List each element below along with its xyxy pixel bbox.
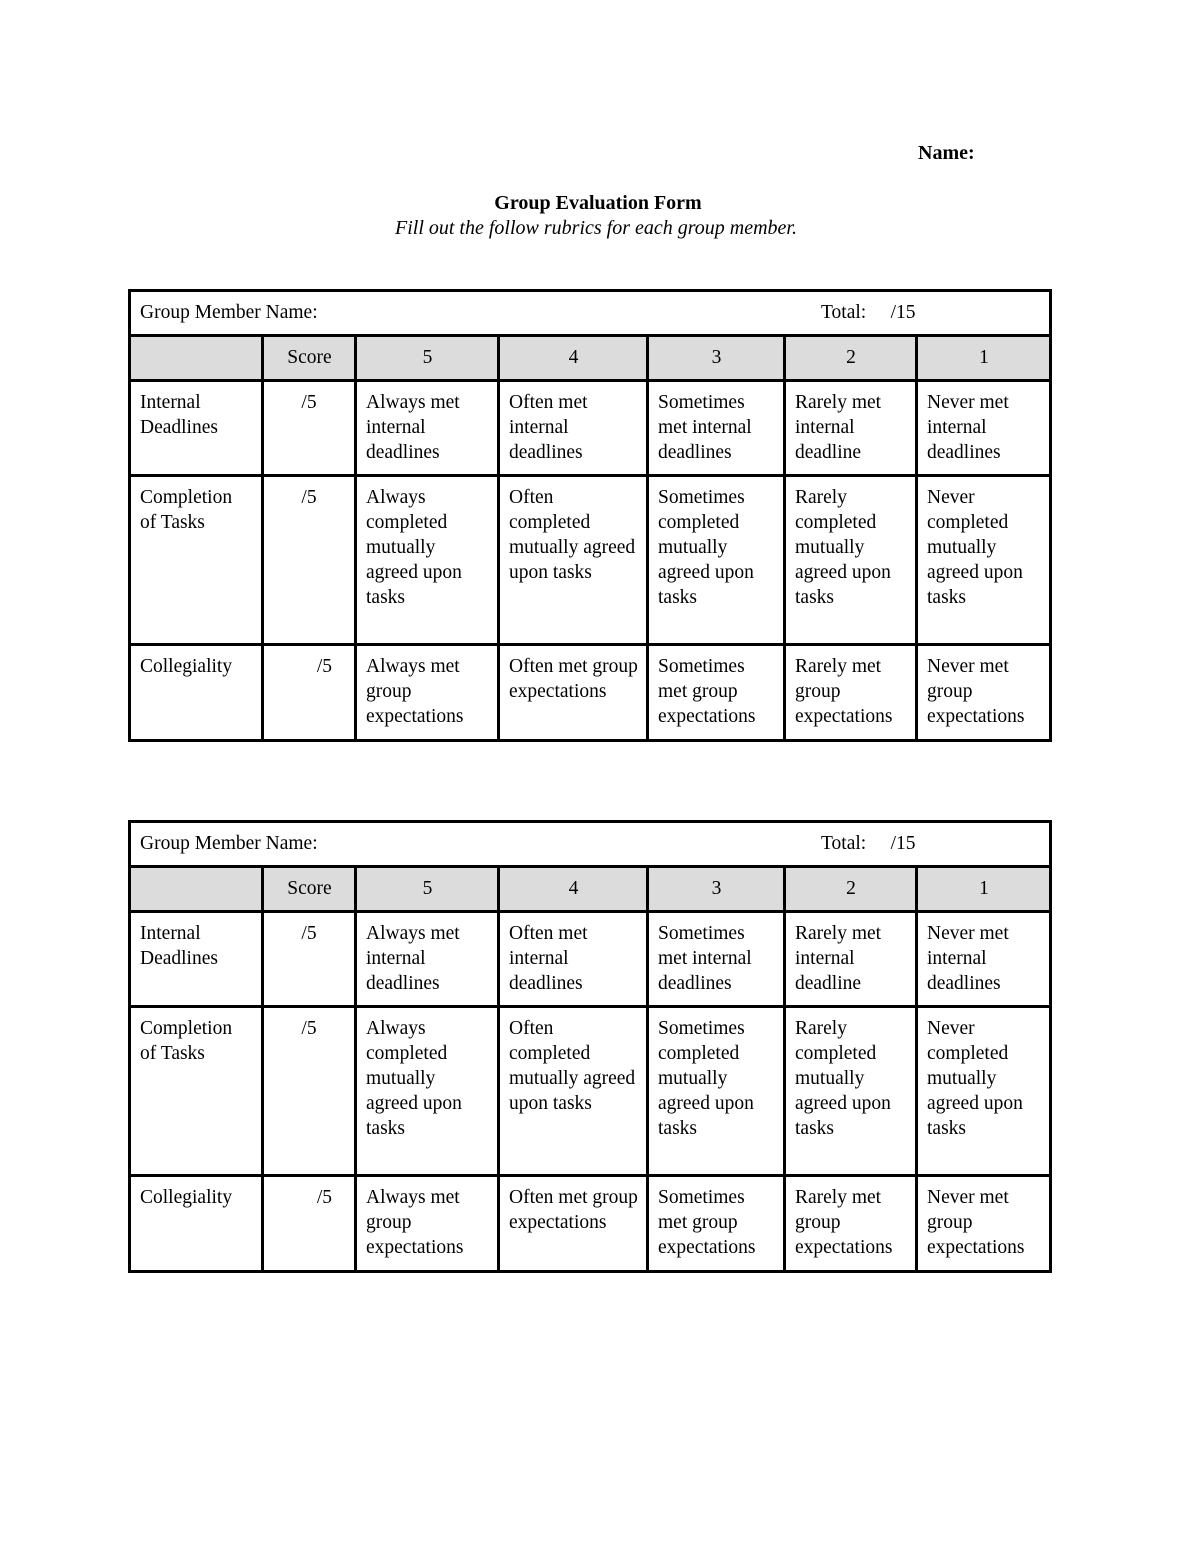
form-subtitle: Fill out the follow rubrics for each group member. [394, 217, 797, 239]
level-4-cell: Often met group expectations [499, 645, 648, 741]
header-cell-criterion [130, 867, 263, 912]
header-cell-4: 4 [499, 336, 648, 381]
level-4-cell: Often met group expectations [499, 1176, 648, 1272]
level-2-cell: Rarely completed mutually agreed upon tasks [785, 1007, 917, 1176]
header-cell-3: 3 [648, 867, 785, 912]
member-cell [130, 291, 1051, 336]
level-3-cell: Sometimes met group expectations [648, 645, 785, 741]
level-4-cell: Often met internal deadlines [499, 381, 648, 476]
total-field [821, 300, 916, 325]
header-row [130, 336, 1051, 381]
criterion-cell: Completion of Tasks [130, 476, 263, 645]
name-label: Name: [918, 142, 975, 164]
level-5-cell: Always met internal deadlines [356, 381, 499, 476]
level-2-cell: Rarely met group expectations [785, 645, 917, 741]
header-cell-2: 2 [785, 336, 917, 381]
total-label: Total: [821, 833, 867, 854]
member-row [130, 291, 1051, 336]
header-cell-1: 1 [917, 867, 1051, 912]
criterion-cell: Internal Deadlines [130, 381, 263, 476]
score-cell: /5 [263, 476, 356, 645]
total-field [821, 831, 916, 856]
level-5-cell: Always met internal deadlines [356, 912, 499, 1007]
header-cell-2: 2 [785, 867, 917, 912]
score-cell: /5 [263, 645, 356, 741]
table-row [130, 1176, 1051, 1272]
header-cell-4: 4 [499, 867, 648, 912]
level-3-cell: Sometimes completed mutually agreed upon tasks [648, 1007, 785, 1176]
level-5-cell: Always met group expectations [356, 645, 499, 741]
level-2-cell: Rarely met internal deadline [785, 381, 917, 476]
total-value: /15 [890, 833, 916, 854]
form-title-text: Group Evaluation Form [494, 192, 702, 214]
header-cell-3: 3 [648, 336, 785, 381]
header-cell-1: 1 [917, 336, 1051, 381]
level-5-cell: Always completed mutually agreed upon tasks [356, 1007, 499, 1176]
level-4-cell: Often completed mutually agreed upon tasks [499, 1007, 648, 1176]
header-row [130, 867, 1051, 912]
level-2-cell: Rarely met group expectations [785, 1176, 917, 1272]
header-cell-criterion [130, 336, 263, 381]
level-2-cell: Rarely completed mutually agreed upon tasks [785, 476, 917, 645]
group-member-name-label: Group Member Name: [140, 302, 318, 323]
level-1-cell: Never met group expectations [917, 1176, 1051, 1272]
table-row [130, 645, 1051, 741]
member-row [130, 822, 1051, 867]
member-cell [130, 822, 1051, 867]
score-cell: /5 [263, 1176, 356, 1272]
header-cell-5: 5 [356, 336, 499, 381]
level-1-cell: Never met internal deadlines [917, 381, 1051, 476]
level-3-cell: Sometimes met internal deadlines [648, 381, 785, 476]
level-4-cell: Often met internal deadlines [499, 912, 648, 1007]
level-1-cell: Never completed mutually agreed upon tasks [917, 1007, 1051, 1176]
score-cell: /5 [263, 1007, 356, 1176]
group-member-name-label: Group Member Name: [140, 833, 318, 854]
criterion-cell: Completion of Tasks [130, 1007, 263, 1176]
level-1-cell: Never met internal deadlines [917, 912, 1051, 1007]
level-5-cell: Always completed mutually agreed upon tasks [356, 476, 499, 645]
level-2-cell: Rarely met internal deadline [785, 912, 917, 1007]
level-1-cell: Never met group expectations [917, 645, 1051, 741]
score-cell: /5 [263, 381, 356, 476]
rubric-table-1 [128, 289, 1052, 742]
score-cell: /5 [263, 912, 356, 1007]
criterion-cell: Collegiality [130, 645, 263, 741]
table-row [130, 476, 1051, 645]
form-title [0, 192, 1200, 215]
table-row [130, 912, 1051, 1007]
header-cell-score: Score [263, 336, 356, 381]
table-row [130, 1007, 1051, 1176]
header-cell-score: Score [263, 867, 356, 912]
level-3-cell: Sometimes met internal deadlines [648, 912, 785, 1007]
level-3-cell: Sometimes completed mutually agreed upon tasks [648, 476, 785, 645]
level-4-cell: Often completed mutually agreed upon tasks [499, 476, 648, 645]
level-3-cell: Sometimes met group expectations [648, 1176, 785, 1272]
criterion-cell: Collegiality [130, 1176, 263, 1272]
total-label: Total: [821, 302, 867, 323]
table-row [130, 381, 1051, 476]
rubric-table-2 [128, 820, 1052, 1273]
total-value: /15 [890, 302, 916, 323]
level-5-cell: Always met group expectations [356, 1176, 499, 1272]
level-1-cell: Never completed mutually agreed upon tasks [917, 476, 1051, 645]
header-cell-5: 5 [356, 867, 499, 912]
criterion-cell: Internal Deadlines [130, 912, 263, 1007]
